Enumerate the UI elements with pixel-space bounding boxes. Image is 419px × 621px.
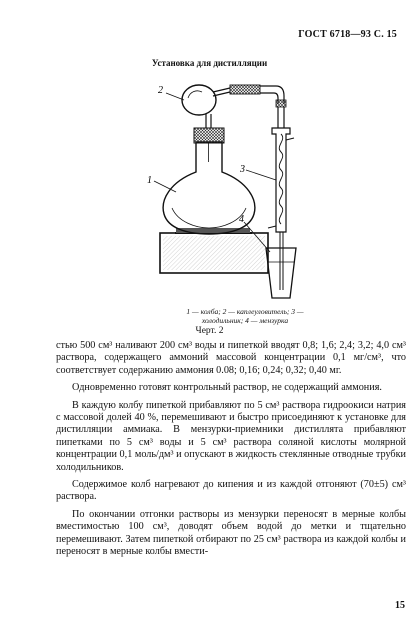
body-text	[56, 340, 406, 559]
legend-line: холодильник; 4 — мензурка	[201, 316, 289, 325]
legend-line: 1 — колба; 2 — каплеуловитель; 3 —	[186, 307, 304, 316]
paragraph: По окончании отгонки растворы из мензурки переносят в мерные колбы вместимостью 100 см³, доводят объем водой до метки и тщательно перемешивают. Затем пипеткой отбирают по 25 см³ раствора из каждой колбы и переносят в мерные колбы вмести-	[56, 508, 406, 558]
distillation-apparatus-figure	[0, 0, 419, 310]
figure-title: Установка для дистилляции	[151, 58, 268, 68]
paragraph: Одновременно готовят контрольный раствор, не содержащий аммония.	[72, 382, 382, 394]
label-3: 3	[240, 164, 245, 175]
page-number: 15	[395, 600, 405, 611]
condenser	[268, 128, 294, 232]
paragraph: Содержимое колб нагревают до кипения и из каждой отгоняют (70±5) см³ раствора.	[56, 479, 406, 503]
label-2: 2	[158, 85, 163, 96]
measuring-beaker	[266, 232, 296, 298]
paragraph: В каждую колбу пипеткой прибавляют по 5 см³ раствора гидроокиси натрия с массовой долей 40 %, перемешивают и быстро присоединяют к установке для дистилляции аммиака. В мензурки-приемники дистиллята прибавляют пипетками по 5 см³ воды и 5 см³ раствора соляной кислоты молярной концентрации 0,1 моль/дм³ и опускают в жидкость стеклянные отводные трубки холодильников.	[56, 399, 406, 473]
tube-joint	[230, 85, 260, 94]
label-1: 1	[147, 175, 152, 186]
heater-base	[160, 228, 268, 273]
figure-legend	[140, 307, 350, 325]
transfer-tube	[260, 86, 286, 128]
figure-caption: Черт. 2	[195, 326, 224, 336]
paragraph: стью 500 см³ наливают 200 см³ воды и пипеткой вводят 0,8; 1,6; 2,4; 3,2; 4,0 см³ раствора, содержащего аммоний массовой концентрации 0,1 мг/см³, что соответствует содержанию аммония 0.08; 0,16; 0,24; 0,32; 0,40 мг.	[56, 340, 406, 376]
page-header: ГОСТ 6718—93 С. 15	[298, 29, 397, 40]
label-4: 4	[239, 214, 244, 225]
splash-trap	[182, 85, 230, 115]
